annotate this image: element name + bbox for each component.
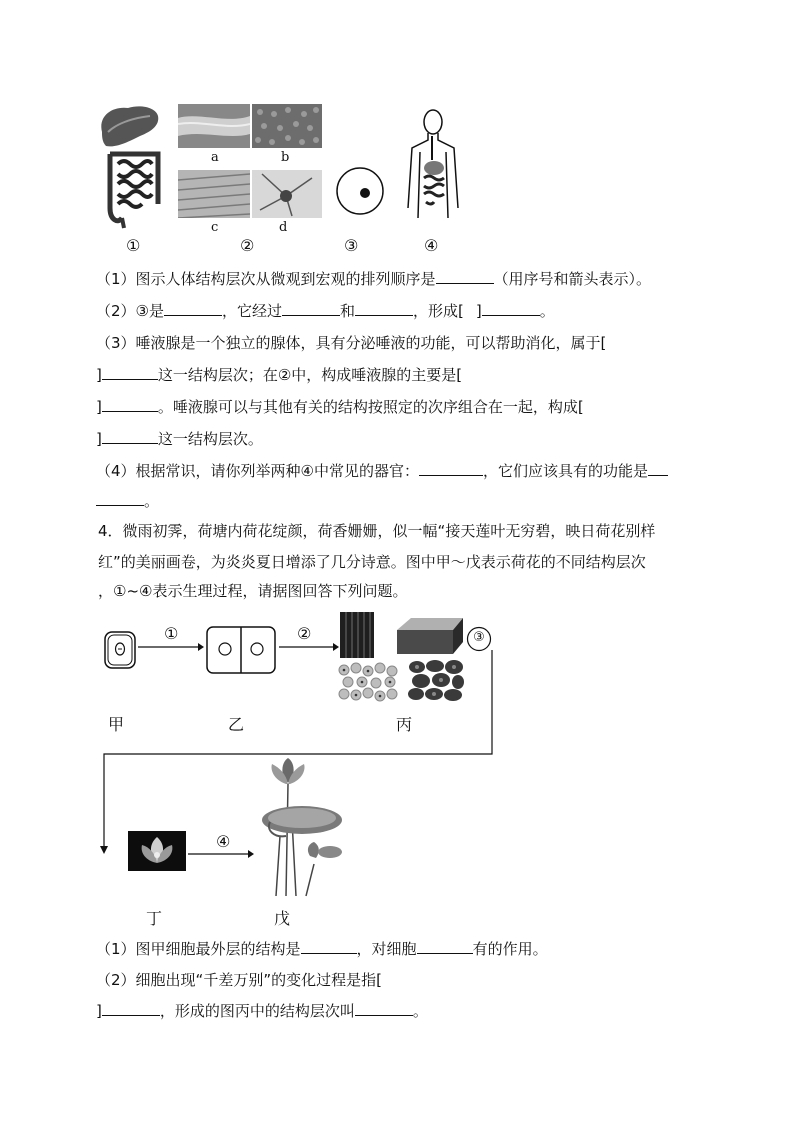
- q3-part2: （2）③是 ，它经过 和 ，形成[ ] 。: [96, 302, 555, 320]
- stage-yi: 乙: [228, 715, 245, 734]
- fig1-number-2: ②: [240, 236, 255, 255]
- human-body-image: [404, 108, 462, 220]
- cell-image: [335, 166, 385, 216]
- blank[interactable]: [355, 300, 413, 316]
- blank[interactable]: [102, 428, 158, 444]
- blank[interactable]: [355, 1000, 413, 1016]
- tissue-a-image: [178, 104, 250, 148]
- q4-part1: （1）图甲细胞最外层的结构是 ，对细胞 有的作用。: [96, 940, 548, 958]
- q3-part1: （1）图示人体结构层次从微观到宏观的排列顺序是 （用序号和箭头表示）。: [96, 270, 652, 288]
- tissue-b-image: [252, 104, 322, 148]
- tissue-block-image: [397, 618, 463, 654]
- label-c: c: [211, 220, 219, 235]
- blank[interactable]: [102, 396, 158, 412]
- tissue-d-image: [252, 170, 322, 218]
- q3-part3-line3: ] 。唾液腺可以与其他有关的结构按照定的次序组合在一起，构成[: [96, 398, 584, 416]
- stage-jia: 甲: [108, 715, 125, 734]
- blank[interactable]: [282, 300, 340, 316]
- process-2: ②: [297, 624, 312, 643]
- q3-part3-line1: （3）唾液腺是一个独立的腺体，具有分泌唾液的功能，可以帮助消化，属于[: [96, 334, 607, 352]
- blank[interactable]: [436, 268, 494, 284]
- q3-part3-line2: ] 这一结构层次；在②中，构成唾液腺的主要是[: [96, 366, 463, 384]
- stage-bing: 丙: [396, 715, 413, 734]
- blank[interactable]: [648, 460, 668, 476]
- blank[interactable]: [164, 300, 222, 316]
- blank[interactable]: [482, 300, 540, 316]
- tissue-c-image: [178, 170, 250, 218]
- fig1-number-3: ③: [344, 236, 359, 255]
- q4-part2-line2: ] ，形成的图丙中的结构层次叫 。: [96, 1002, 428, 1020]
- blank[interactable]: [417, 938, 473, 954]
- q3-part3-line4: ] 这一结构层次。: [96, 430, 263, 448]
- q3-part4: （4）根据常识，请你列举两种④中常见的器官： ，它们应该具有的功能是: [96, 460, 668, 482]
- blank[interactable]: [419, 460, 483, 476]
- flower-organ-image: [128, 831, 186, 871]
- lotus-plant-image: [256, 756, 348, 900]
- liver-image: [98, 102, 160, 150]
- process-3: ③: [473, 630, 485, 645]
- q4-intro-line2: 红”的美丽画卷，为炎炎夏日增添了几分诗意。图中甲～戊表示荷花的不同结构层次: [98, 553, 646, 571]
- blank[interactable]: [102, 364, 158, 380]
- process-1: ①: [164, 624, 179, 643]
- q4-intro-line1: 4．微雨初霁，荷塘内荷花绽颜，荷香姗姗，似一幅“接天莲叶无穷碧，映日荷花别样: [98, 522, 656, 540]
- q4-intro-line3: ，①~④表示生理过程，请据图回答下列问题。: [98, 582, 408, 600]
- process-4: ④: [216, 832, 231, 851]
- stage-ding: 丁: [146, 909, 163, 928]
- fig1-number-1: ①: [126, 236, 141, 255]
- q4-part2-line1: （2）细胞出现“千差万别”的变化过程是指[: [96, 971, 382, 989]
- blank[interactable]: [102, 1000, 160, 1016]
- intestine-image: [100, 148, 170, 230]
- label-b: b: [281, 150, 290, 165]
- fig1-number-4: ④: [424, 236, 439, 255]
- stage-wu: 戊: [274, 909, 291, 928]
- label-d: d: [279, 220, 288, 235]
- q3-part4-cont: 。: [96, 490, 159, 512]
- blank[interactable]: [301, 938, 357, 954]
- label-a: a: [211, 150, 219, 165]
- blank[interactable]: [96, 490, 144, 506]
